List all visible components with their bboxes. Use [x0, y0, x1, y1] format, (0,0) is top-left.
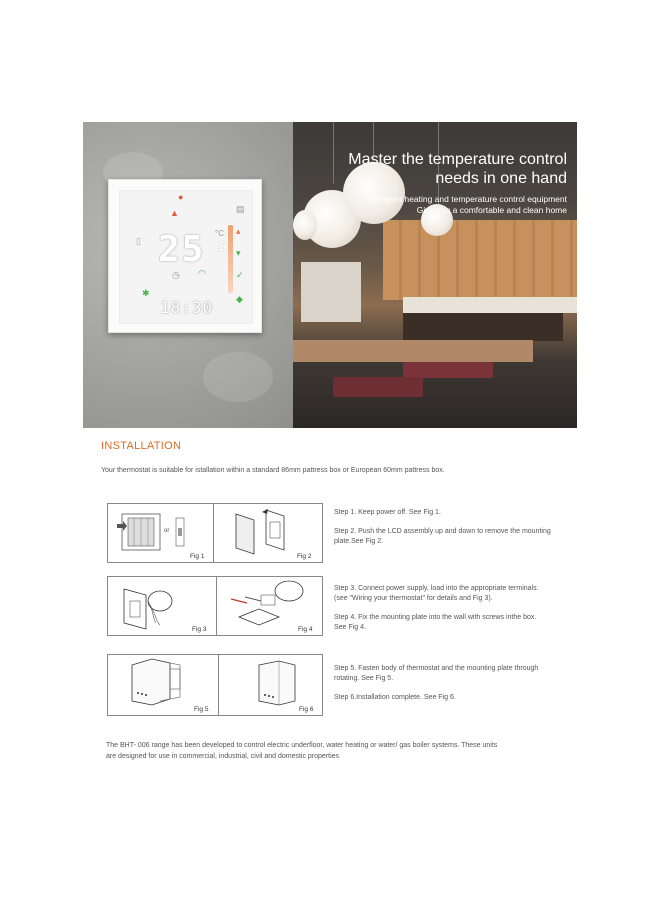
concrete-wall-image [83, 122, 293, 428]
thermostat-image [108, 179, 262, 333]
step-1: Step 1. Keep power off. See Fig 1. [334, 509, 441, 516]
menu-icon: ▤ [236, 204, 245, 214]
steps-group-2 [334, 584, 574, 642]
product-description: The BHT- 006 range has been developed to control electric underfloor, water heating or water/ gas boiler systems. These units are designed for use in commercial, industrial, civil and domestic properties [106, 742, 498, 760]
down-icon: ▾ [236, 248, 241, 258]
hero-banner [83, 122, 577, 428]
hero-subtitle: Intelligent heating and temperature control equipment Give you a comfortable and clean home [365, 194, 567, 215]
mode-icon: ◆ [236, 294, 243, 304]
fig-6-label: Fig 6 [299, 706, 314, 713]
hero-title: Master the temperature control needs in one hand [348, 151, 567, 187]
thermostat-screen [119, 190, 253, 324]
timer-icon: ◷ [172, 270, 180, 280]
temperature-unit: °C .5 [215, 229, 227, 254]
up-icon: ▴ [236, 226, 241, 236]
eco-icon: ✓ [236, 270, 244, 280]
fig-5-label: Fig 5 [194, 706, 209, 713]
steps-group-1 [334, 508, 574, 556]
fig-4-label: Fig 4 [298, 626, 313, 633]
steps-group-3 [334, 664, 574, 712]
or-label: or [164, 528, 170, 534]
fig-2-label: Fig 2 [297, 553, 312, 560]
fan-icon: ✱ [142, 288, 150, 298]
temperature-display: 25 [158, 229, 206, 270]
power-icon: ● [178, 192, 184, 202]
wifi-icon: ◠ [198, 268, 206, 278]
installation-intro: Your thermostat is suitable for istallation within a standard 86mm pattress box or European 60mm pattress box. [101, 467, 445, 474]
clock-display: 18:30 [160, 298, 214, 317]
fig-3-label: Fig 3 [192, 626, 207, 633]
figure-row-2 [107, 576, 323, 636]
temperature-bar [228, 225, 233, 293]
step-6: Step 6.Installation complete. See Fig 6. [334, 694, 456, 701]
fig-1-label: Fig 1 [190, 553, 205, 560]
step-3: Step 3. Connect power supply, load into the appropriate terminals. (see "Wiring your thermostat" for details and Fig 3). [334, 585, 539, 602]
lock-icon: ▯ [136, 236, 141, 246]
step-4: Step 4. Fix the mounting plate into the wall with screws inthe box. See Fig 4. [334, 614, 537, 631]
figure-row-1 [107, 503, 323, 563]
installation-heading: INSTALLATION [101, 440, 182, 452]
figure-row-3 [107, 654, 323, 716]
step-5: Step 5. Fasten body of thermostat and the mounting plate through rotating. See Fig 5. [334, 665, 539, 682]
step-2: Step 2. Push the LCD assembly up and down to remove the mounting plate.See Fig 2. [334, 528, 551, 545]
flame-icon: ▲ [170, 208, 179, 218]
